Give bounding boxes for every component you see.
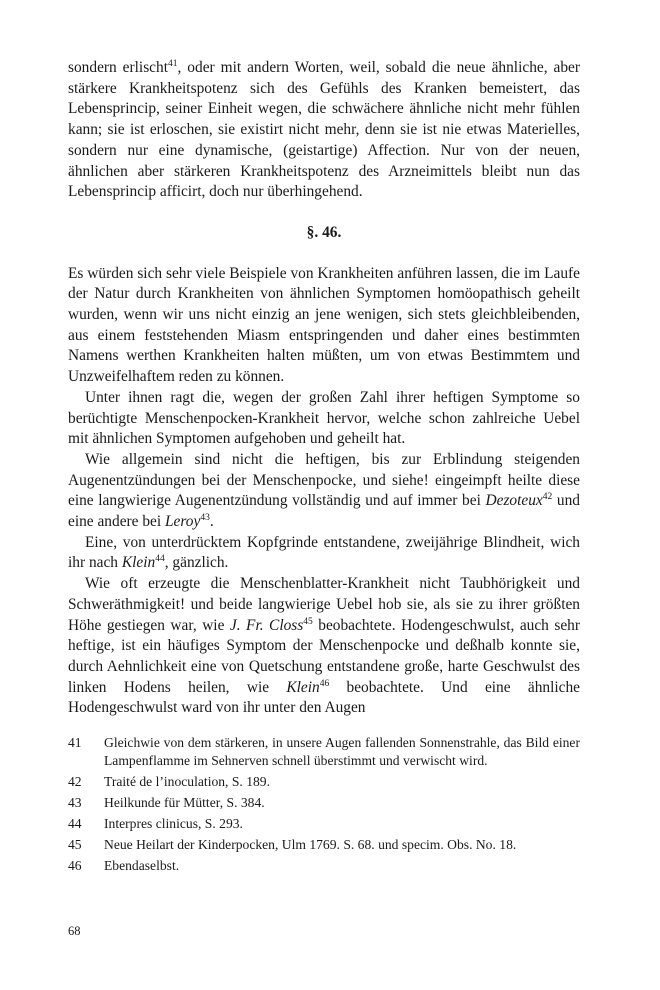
body-text: [68, 58, 580, 719]
text-run: und eine andere bei: [68, 492, 580, 531]
paragraph-1: [68, 58, 580, 203]
footnote-ref-44: 44: [155, 554, 165, 565]
text-run: , oder mit andern Worten, weil, sobald die neue ähnliche, aber stärkere Krankheitspotenz sich des Gefühls des Kranken bemeistert, das Lebensprincip, seiner Einheit wegen, die schwächere ähnliche nicht mehr fühlen kann; sie ist erloschen, sie existirt nicht mehr, denn sie ist nie etwas Materielles, sondern nur eine dynamische, (geistartige) Affection. Nur von der neuen, ähnlichen aber stärkeren Krankheitspotenz des Arzneimittels bleibt nun das Lebensprincip afficirt, doch nur überhingehend.: [68, 59, 581, 201]
footnote-number: 46: [68, 858, 82, 873]
footnote-text: Interpres clinicus, S. 293.: [104, 816, 243, 831]
text-run: , gänzlich.: [164, 554, 229, 572]
author-name: Leroy: [165, 513, 201, 531]
author-name: Klein: [286, 678, 320, 696]
footnote: [68, 773, 580, 791]
footnote-text: Gleichwie von dem stärkeren, in unsere Augen fallenden Sonnenstrahle, das Bild einer Lampenflamme im Sehnerven schnell überstimmt und verwischt wird.: [104, 735, 580, 768]
text-run: Wie oft erzeugte die Menschenblatter-Krankheit nicht Taubhörigkeit und Schweräthmigkeit! und beide langwierige Uebel hob sie, als sie zu ihrer größten Höhe gestiegen war, wie: [68, 575, 580, 634]
footnote-ref-42: 42: [542, 492, 553, 503]
text-run: beobachtete. Und eine ähnliche Hodengeschwulst ward von ihr unter den Augen: [68, 678, 581, 717]
author-name: Klein: [121, 554, 156, 572]
footnote-text: Heilkunde für Mütter, S. 384.: [104, 795, 265, 810]
paragraph-2: Es würden sich sehr viele Beispiele von Krankheiten anführen lassen, die im Laufe der Natur durch Krankheiten von ähnlichen Symptomen homöopathisch geheilt wurden, wenn wir uns nicht einzig an jene wenigen, sich stets gleichbleibenden, aus einem feststehenden Miasm entspringenden und daher eines bestimmten Namens werthen Krankheiten halten müßten, um von etwas Bestimmtem und Unzweifelhaftem reden zu können.: [68, 264, 580, 386]
paragraph-3: Unter ihnen ragt die, wegen der großen Zahl ihrer heftigen Symptome so berüchtigte Menschenpocken-Krankheit hervor, welche schon zahlreiche Uebel mit ähnlichen Symptomen aufgehoben und geheilt hat.: [68, 388, 580, 448]
footnote: [68, 857, 580, 875]
paragraph-4: [68, 450, 580, 533]
footnote-number: 44: [68, 816, 82, 831]
footnotes: [68, 734, 580, 878]
footnote-ref-45: 45: [303, 616, 313, 627]
footnote: [68, 794, 580, 812]
footnote-number: 41: [68, 735, 82, 750]
text-run: Eine, von unterdrücktem Kopfgrinde entstandene, zweijährige Blindheit, wich ihr nach: [68, 533, 580, 572]
section-heading: §. 46.: [306, 223, 342, 241]
footnote-number: 43: [68, 795, 82, 810]
footnote-ref-43: 43: [200, 513, 210, 524]
author-name: J. Fr. Closs: [229, 616, 304, 634]
footnote-text: Traité de l’inoculation, S. 189.: [104, 774, 271, 789]
footnote-ref-46: 46: [319, 678, 330, 689]
text-run: Wie allgemein sind nicht die heftigen, bis zur Erblindung steigenden Augenentzündungen bei der Menschenpocke, und siehe! eingeimpft heilte diese eine langwierige Augenentzündung vollständig und auf immer bei: [68, 450, 580, 510]
page-number: 68: [68, 924, 81, 938]
author-name: Dezoteux: [485, 492, 543, 510]
text-run: beobachtete. Hodengeschwulst, auch sehr heftige, ist ein häufiges Symptom der Menschenpocke und deßhalb konnte sie, durch Aehnlichkeit eine von Quetschung entstandene große, harte Geschwulst des linken Hodens heilen, wie: [68, 616, 580, 696]
footnote-text: Neue Heilart der Kinderpocken, Ulm 1769. S. 68. und specim. Obs. No. 18.: [104, 837, 517, 852]
footnote-ref-41: 41: [168, 59, 178, 69]
footnote-text: Ebendaselbst.: [104, 858, 180, 873]
paragraph-6: [68, 574, 580, 719]
footnote-number: 45: [68, 837, 82, 852]
footnote: [68, 734, 580, 770]
text-run: .: [209, 513, 214, 531]
footnote: [68, 836, 580, 854]
footnote: [68, 815, 580, 833]
footnote-number: 42: [68, 774, 82, 789]
paragraph-5: [68, 533, 580, 574]
text-run: sondern erlischt: [68, 59, 168, 76]
